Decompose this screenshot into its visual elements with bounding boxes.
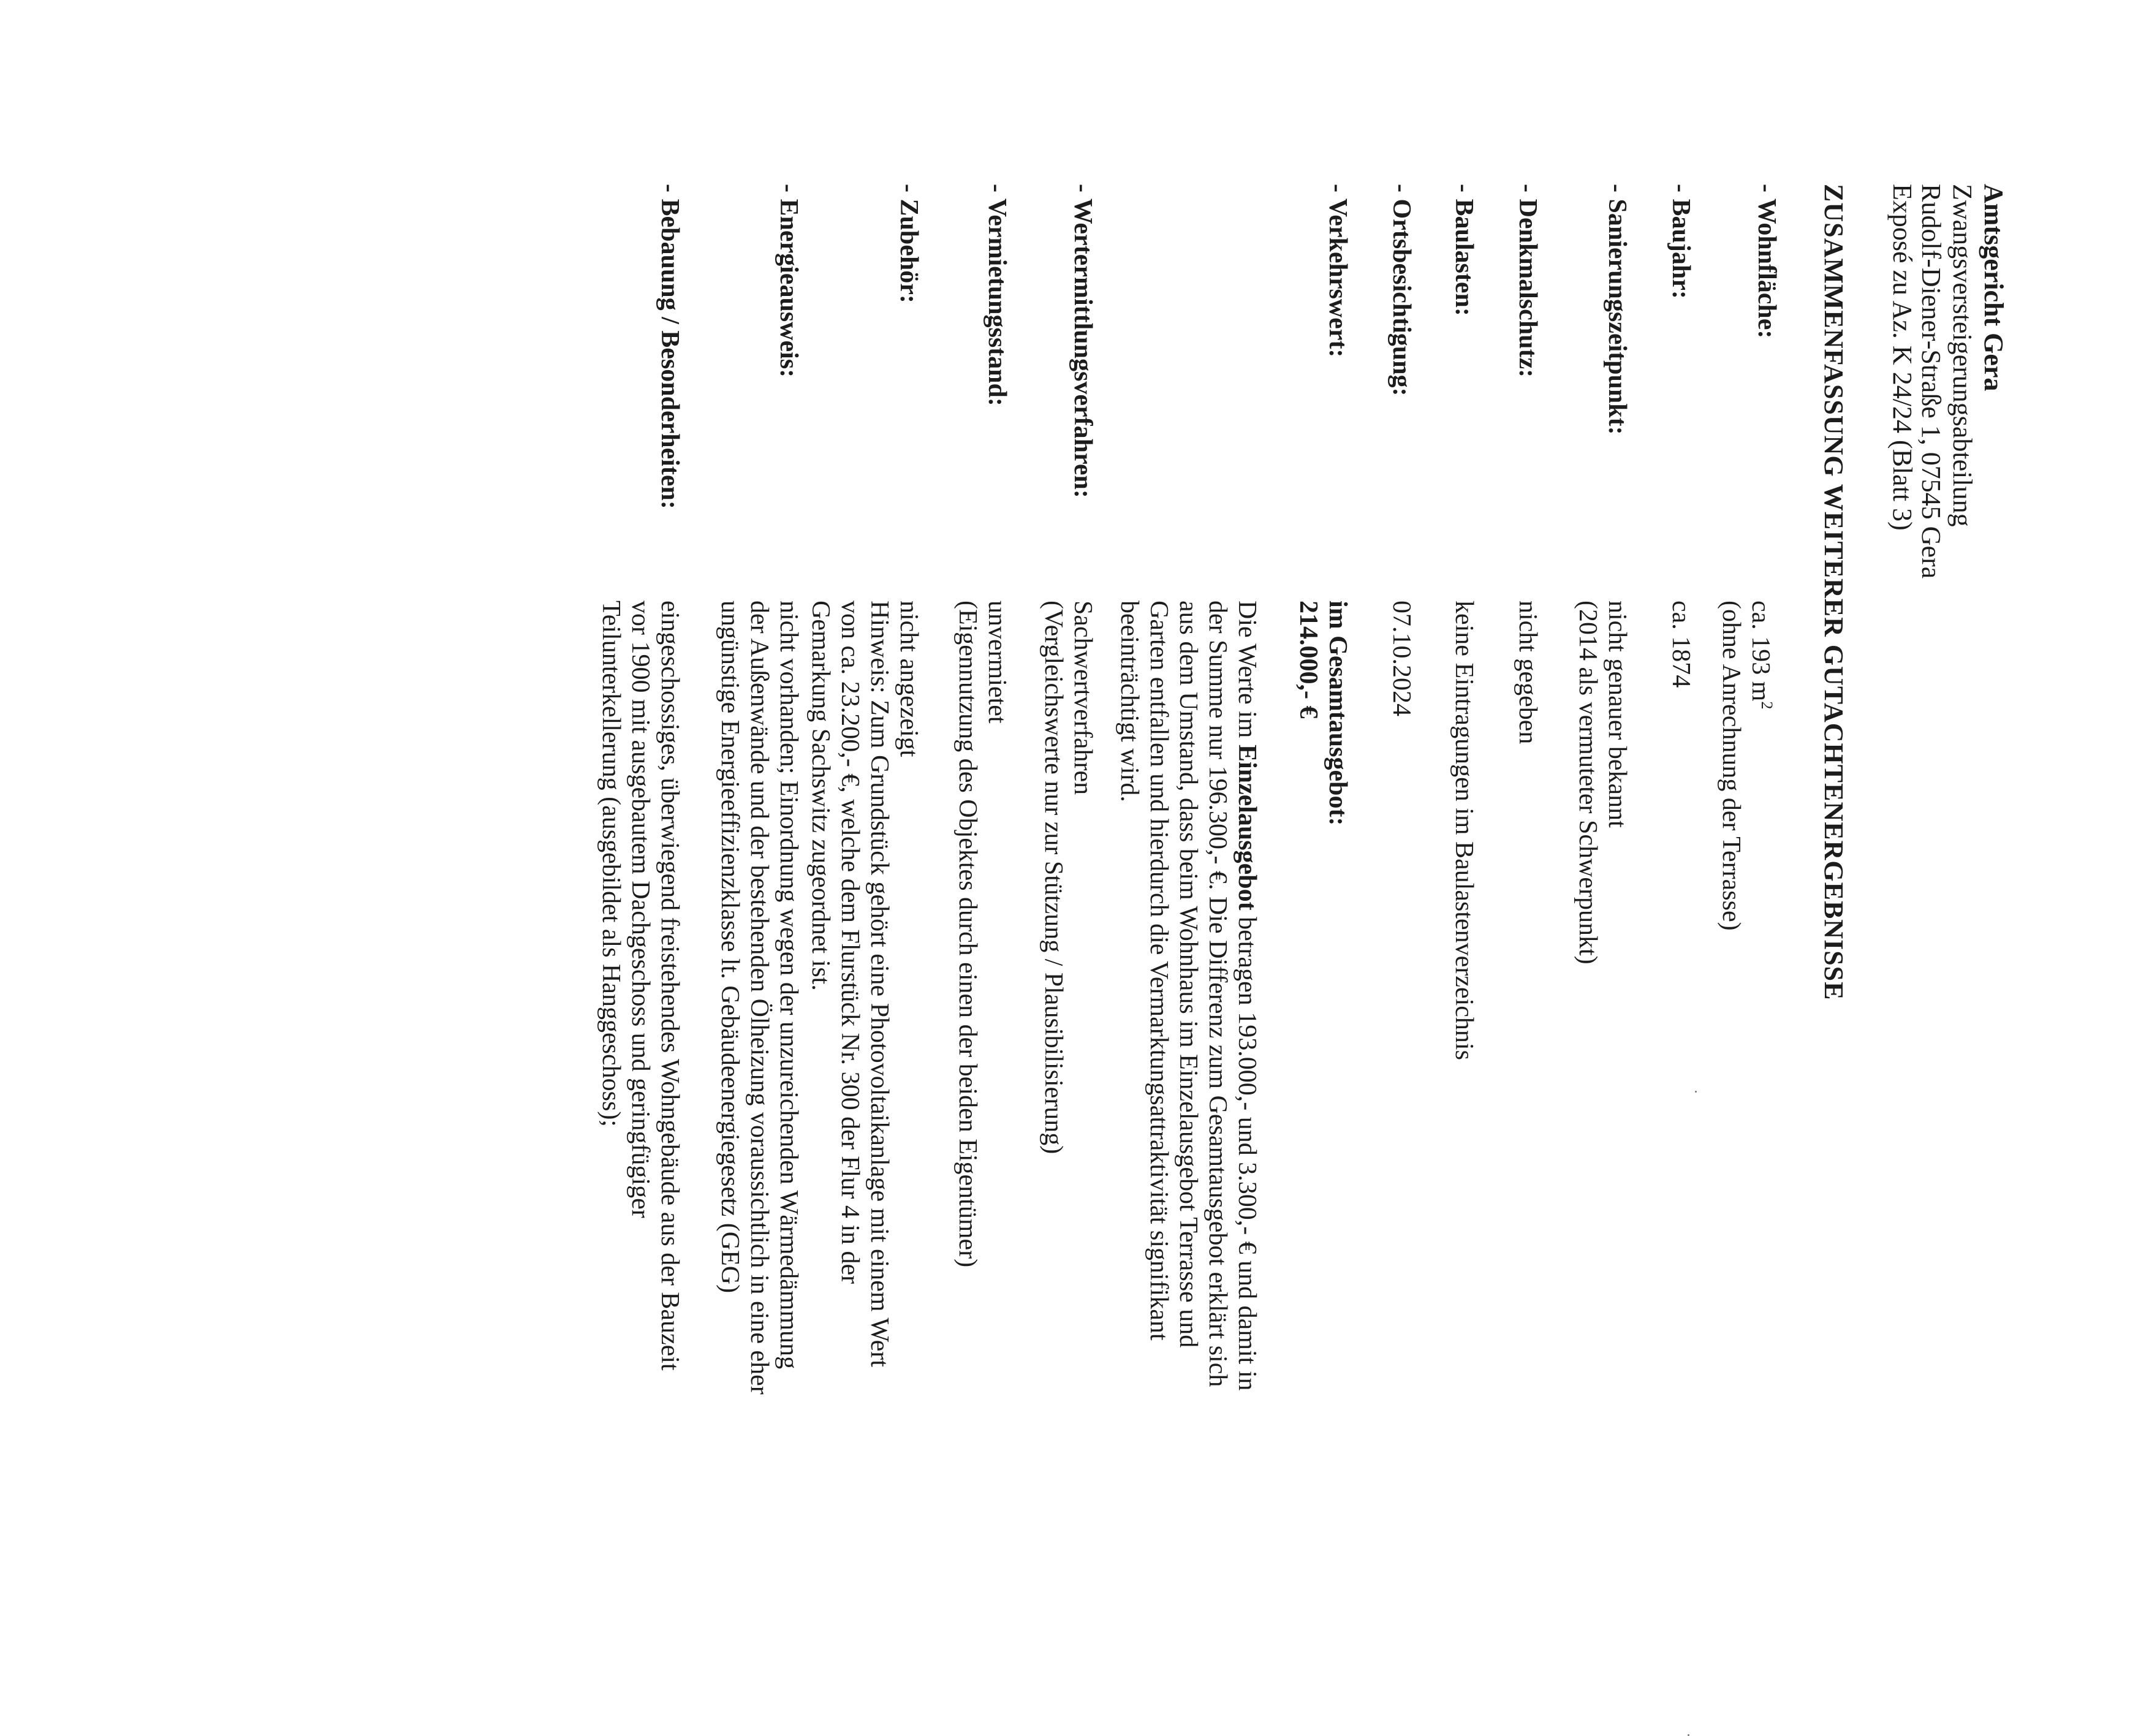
label-sanierung: - Sanierungszeitpunkt: <box>1603 184 1631 435</box>
label-vermietungsstand: - Vermietungsstand: <box>983 184 1011 406</box>
label-baulasten: - Baulasten: <box>1450 184 1478 316</box>
denkmalschutz-text: nicht gegeben <box>1514 601 1542 745</box>
verkehrswert-gesamt-label: im Gesamtausgebot: <box>1324 601 1352 826</box>
label-wohnflaeche: - Wohnfläche: <box>1753 184 1781 339</box>
vermietungsstand-text: unvermietet <box>983 601 1011 724</box>
wohnflaeche-note: (ohne Anrechnung der Terrasse) <box>1717 601 1745 931</box>
expose-reference: Exposé zu Az. K 24/24 (Blatt 3) <box>1887 184 1917 531</box>
value-wertermittlungsverfahren <box>1039 601 1097 1397</box>
letterhead <box>1916 184 2009 578</box>
value-ortsbesichtigung <box>1387 601 1416 1397</box>
label-wertermittlungsverfahren: - Wertermittlungsverfahren: <box>1069 184 1097 498</box>
value-energieausweis <box>715 601 803 1397</box>
verkehrswert-gesamt-amount: 214.000,- € <box>1294 601 1322 719</box>
value-baulasten <box>1449 601 1479 1397</box>
label-energieausweis: - Energieausweis: <box>775 184 803 378</box>
value-wohnflaeche <box>1716 601 1781 1397</box>
scan-speck <box>1695 1091 1697 1093</box>
sanierung-note: (2014 als vermuteter Schwerpunkt) <box>1574 601 1602 965</box>
baulasten-text: keine Eintragungen im Baulastenverzeichnis <box>1450 601 1478 1060</box>
ortsbesichtigung-date: 07.10.2024 <box>1387 601 1416 716</box>
wertermittlungsverfahren-note: (Vergleichswerte nur zur Stützung / Plausibilisierung) <box>1039 601 1067 1154</box>
value-bebauung <box>596 601 684 1397</box>
section-title: ZUSAMMENFASSUNG WEITERER GUTACHTENERGEBNISSE <box>1819 184 1849 1001</box>
vermietungsstand-note: (Eigennutzung des Objektes durch einen der beiden Eigentümer) <box>953 601 982 1268</box>
label-denkmalschutz: - Denkmalschutz: <box>1514 184 1542 378</box>
value-zubehoer <box>806 601 923 1397</box>
zubehoer-hint: Hinweis: Zum Grundstück gehört eine Photovoltaikanlage mit einem Wert von ca. 23.200,- €, welche dem Flurstück Nr. 300 der Flur 4 in der Gemarkung Sachswitz zugeordnet ist. <box>806 601 893 1367</box>
verkehrswert-text-a: Die Werte im <box>1233 601 1261 745</box>
label-verkehrswert: - Verkehrswert: <box>1324 184 1352 358</box>
wohnflaeche-area-exponent: 2 <box>1758 701 1776 710</box>
wohnflaeche-area: ca. 193 m <box>1746 601 1775 702</box>
court-department: Zwangsversteigerungsabteilung <box>1947 184 1977 527</box>
energieausweis-text: nicht vorhanden; Einordnung wegen der unzureichenden Wärmedämmung der Außenwände und der bestehenden Ölheizung voraussichtlich in eine eher ungünstige Energieeffizienzklasse lt. Gebäudeenergiegesetz (GEG) <box>716 601 803 1395</box>
label-baujahr: - Baujahr: <box>1667 184 1695 299</box>
value-vermietungsstand <box>953 601 1012 1397</box>
value-verkehrswert <box>1115 601 1352 1397</box>
verkehrswert-text-b: betragen 193.000,- und 3.300,- € und damit in der Summe nur 196.300,- €. Die Differenz zum Gesamtausgebot erklärt sich aus dem Umstand, dass beim Wohnhaus im Einzelausgebot Terrasse und Garten entfallen und hierdurch die Vermarktungsattraktivität signifikant beeinträchtigt wird. <box>1115 601 1261 1391</box>
sanierung-text: nicht genauer bekannt <box>1603 601 1631 828</box>
label-zubehoer: - Zubehör: <box>895 184 923 303</box>
value-sanierung <box>1573 601 1632 1397</box>
value-baujahr <box>1666 601 1696 1397</box>
court-address: Rudolf-Diener-Straße 1, 07545 Gera <box>1916 184 1946 579</box>
bebauung-text: eingeschossiges, überwiegend freistehendes Wohngebäude aus der Bauzeit vor 1900 mit ausgebautem Dachgeschoss und geringfügiger Teilunterkellerung (ausgebildet als Hanggeschoss); <box>597 601 684 1371</box>
label-bebauung: - Bebauung / Besonderheiten: <box>656 184 684 509</box>
value-denkmalschutz <box>1513 601 1542 1397</box>
baujahr-text: ca. 1874 <box>1667 601 1695 688</box>
verkehrswert-einzelausgebot: Einzelausgebot <box>1233 744 1261 911</box>
zubehoer-text: nicht angezeigt <box>895 601 923 757</box>
court-name: Amtsgericht Gera <box>1979 184 2009 392</box>
wertermittlungsverfahren-text: Sachwertverfahren <box>1069 601 1097 795</box>
label-ortsbesichtigung: - Ortsbesichtigung: <box>1387 184 1416 396</box>
verkehrswert-explanation <box>1115 601 1262 1397</box>
